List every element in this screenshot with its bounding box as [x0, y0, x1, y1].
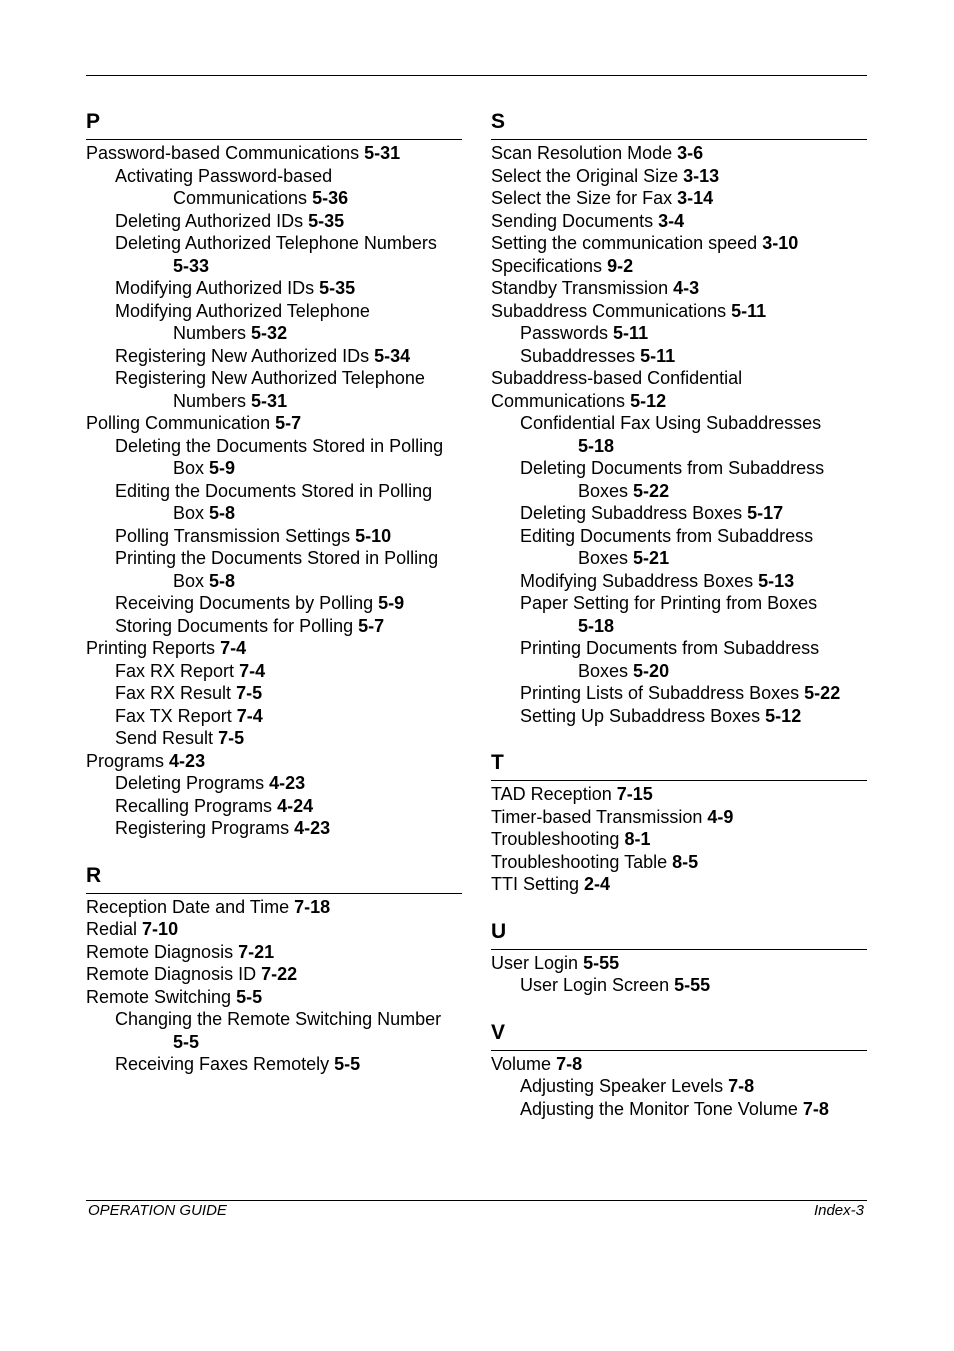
index-column-left [86, 108, 462, 1098]
entry-text: Printing Reports [86, 638, 216, 658]
entry-line [115, 345, 462, 368]
entry-line [86, 750, 462, 773]
index-subentry [491, 974, 867, 997]
index-subentry [86, 660, 462, 683]
index-subentry [86, 277, 462, 300]
page-reference: 7-18 [294, 896, 331, 917]
index-subentry [86, 705, 462, 728]
entry-line [115, 480, 462, 503]
page-reference: 7-5 [236, 683, 263, 703]
page-reference: 9-2 [607, 255, 634, 276]
entry-line [86, 986, 462, 1009]
entry-line [115, 660, 462, 683]
section-letter: R [86, 862, 462, 894]
entry-line [491, 851, 867, 874]
entry-line [115, 457, 462, 480]
index-subentry [491, 570, 867, 593]
page-reference: 5-22 [633, 480, 670, 501]
index-subentry [86, 345, 462, 368]
page-reference: 4-23 [294, 818, 331, 838]
entry-text: Printing Lists of Subaddress Boxes [520, 683, 800, 703]
entry-line [491, 187, 867, 210]
entry-text: Troubleshooting Table [491, 851, 668, 872]
entry-line [115, 615, 462, 638]
entry-line [115, 165, 462, 188]
entry-text: Box [173, 570, 205, 591]
index-section [491, 1019, 867, 1121]
entry-text: Reception Date and Time [86, 896, 290, 917]
entry-text: Redial [86, 919, 138, 939]
index-entry [491, 187, 867, 210]
index-entry [491, 952, 867, 975]
entry-text: Fax RX Report [115, 660, 235, 681]
index-entry [86, 986, 462, 1009]
page-reference: 5-10 [355, 525, 392, 546]
entry-line [115, 1008, 462, 1031]
entry-text: Deleting Subaddress Boxes [520, 503, 743, 523]
entry-text: Communications [173, 188, 308, 208]
page-reference: 5-11 [731, 300, 767, 321]
page-reference: 5-36 [312, 188, 349, 208]
entry-text: Confidential Fax Using Subaddresses [520, 413, 822, 433]
index-entry [491, 277, 867, 300]
index-subentry [86, 682, 462, 705]
entry-text: Storing Documents for Polling [115, 615, 354, 636]
index-subentry [86, 817, 462, 840]
index-entry [491, 783, 867, 806]
entry-line [115, 727, 462, 750]
page-reference: 5-5 [334, 1054, 361, 1074]
index-entry [491, 232, 867, 255]
page-reference: 3-13 [683, 165, 720, 186]
entry-text: Select the Original Size [491, 165, 679, 186]
page-reference: 3-6 [677, 143, 704, 163]
footer-document-title: OPERATION GUIDE [88, 1202, 227, 1219]
index-entry [491, 1053, 867, 1076]
index-entry [491, 165, 867, 188]
entry-line [520, 502, 867, 525]
entry-line [491, 142, 867, 165]
index-subentry [86, 727, 462, 750]
entry-text: Scan Resolution Mode [491, 143, 673, 163]
index-column-right [491, 108, 867, 1142]
entry-text: Troubleshooting [491, 829, 620, 849]
entry-line [115, 232, 462, 255]
index-subentry [86, 300, 462, 345]
entry-text: Boxes [578, 480, 629, 501]
index-entry [491, 851, 867, 874]
page-reference: 5-34 [374, 345, 411, 366]
entry-line [520, 570, 867, 593]
index-entry [86, 918, 462, 941]
entry-text: Modifying Subaddress Boxes [520, 570, 754, 591]
page-reference: 5-31 [364, 143, 401, 163]
entry-line [520, 322, 867, 345]
page-reference: 4-23 [269, 773, 306, 793]
entry-text: User Login Screen [520, 975, 670, 995]
entry-line [115, 772, 462, 795]
entry-line [86, 637, 462, 660]
entry-text: Remote Diagnosis [86, 941, 234, 962]
index-subentry [86, 232, 462, 277]
page-reference: 7-8 [556, 1053, 583, 1074]
page-reference: 5-7 [275, 413, 302, 433]
entry-text: Deleting the Documents Stored in Polling [115, 435, 444, 456]
entry-line [491, 390, 867, 413]
section-letter: P [86, 108, 462, 140]
entry-line [520, 1098, 867, 1121]
entry-line [115, 255, 462, 278]
entry-line [86, 918, 462, 941]
index-subentry [491, 682, 867, 705]
entry-line [115, 300, 462, 323]
entry-line [115, 210, 462, 233]
index-subentry [86, 1053, 462, 1076]
page-reference: 5-18 [578, 615, 615, 636]
entry-line [115, 547, 462, 570]
entry-text: Deleting Documents from Subaddress [520, 458, 825, 478]
page-reference: 3-4 [658, 210, 685, 231]
entry-text: Paper Setting for Printing from Boxes [520, 593, 818, 613]
entry-line [86, 941, 462, 964]
page-reference: 4-23 [169, 750, 206, 771]
entry-text: Editing the Documents Stored in Polling [115, 480, 433, 501]
page-reference: 7-5 [218, 728, 245, 748]
entry-text: Activating Password-based [115, 165, 333, 186]
entry-text: TTI Setting [491, 874, 580, 894]
entry-line [520, 345, 867, 368]
entry-text: Password-based Communications [86, 143, 360, 163]
footer-rule [86, 1200, 867, 1201]
page-reference: 5-11 [640, 345, 676, 366]
entry-text: Remote Switching [86, 986, 232, 1007]
entry-line [520, 682, 867, 705]
entry-line [491, 1053, 867, 1076]
entry-text: Volume [491, 1053, 552, 1074]
entry-text: Editing Documents from Subaddress [520, 525, 814, 546]
entry-line [491, 367, 867, 390]
index-section [491, 108, 867, 727]
index-entry [491, 255, 867, 278]
entry-text: Polling Communication [86, 413, 271, 433]
page-reference: 5-5 [173, 1031, 200, 1052]
index-subentry [86, 435, 462, 480]
index-entry [491, 806, 867, 829]
entry-text: Subaddress Communications [491, 300, 727, 321]
page-reference: 7-15 [616, 784, 653, 804]
entry-text: Numbers [173, 390, 247, 411]
entry-text: Passwords [520, 323, 609, 343]
page-reference: 5-35 [308, 210, 345, 231]
entry-line [520, 660, 867, 683]
entry-line [520, 592, 867, 615]
page-reference: 3-14 [677, 188, 714, 208]
entry-line [115, 592, 462, 615]
entry-line [86, 412, 462, 435]
entry-line [115, 817, 462, 840]
entry-text: Fax RX Result [115, 683, 232, 703]
page-reference: 5-5 [236, 986, 263, 1007]
entry-line [115, 1053, 462, 1076]
page-reference: 5-8 [209, 503, 236, 523]
page-reference: 7-4 [220, 638, 247, 658]
index-subentry [491, 1075, 867, 1098]
entry-text: Box [173, 458, 205, 478]
index-subentry [491, 345, 867, 368]
index-subentry [86, 480, 462, 525]
entry-text: Registering New Authorized IDs [115, 345, 370, 366]
page-reference: 5-21 [633, 548, 670, 568]
entry-text: Communications [491, 390, 626, 411]
entry-line [520, 974, 867, 997]
entry-text: Boxes [578, 548, 629, 568]
page-reference: 3-10 [762, 233, 799, 253]
section-letter: U [491, 918, 867, 950]
entry-line [520, 480, 867, 503]
entry-line [115, 322, 462, 345]
page-reference: 7-8 [728, 1076, 755, 1096]
entry-text: Subaddresses [520, 345, 636, 366]
entry-text: Printing Documents from Subaddress [520, 638, 820, 658]
entry-text: Registering Programs [115, 818, 290, 838]
entry-text: Select the Size for Fax [491, 188, 673, 208]
page-reference: 5-7 [358, 615, 385, 636]
entry-line [491, 255, 867, 278]
index-subentry [86, 165, 462, 210]
index-subentry [86, 547, 462, 592]
page-reference: 5-9 [209, 458, 236, 478]
entry-text: TAD Reception [491, 784, 612, 804]
index-subentry [86, 592, 462, 615]
index-subentry [491, 705, 867, 728]
section-letter: T [491, 749, 867, 781]
entry-line [520, 1075, 867, 1098]
entry-text: User Login [491, 952, 579, 973]
entry-text: Numbers [173, 323, 247, 343]
entry-line [491, 806, 867, 829]
index-section [491, 918, 867, 997]
entry-line [86, 142, 462, 165]
entry-text: Receiving Documents by Polling [115, 593, 374, 613]
index-entry [86, 963, 462, 986]
page-reference: 5-32 [251, 323, 288, 343]
entry-text: Programs [86, 750, 165, 771]
entry-text: Registering New Authorized Telephone [115, 368, 425, 388]
entry-line [491, 165, 867, 188]
page-reference: 8-5 [672, 851, 699, 872]
index-subentry [86, 367, 462, 412]
page-reference: 5-18 [578, 435, 615, 456]
entry-line [491, 210, 867, 233]
entry-text: Printing the Documents Stored in Polling [115, 548, 439, 568]
entry-line [86, 896, 462, 919]
index-entry [491, 367, 867, 412]
entry-text: Deleting Programs [115, 773, 265, 793]
section-letter: V [491, 1019, 867, 1051]
entry-line [491, 783, 867, 806]
index-subentry [491, 457, 867, 502]
entry-text: Sending Documents [491, 210, 654, 231]
page-reference: 4-9 [707, 806, 734, 827]
index-subentry [86, 795, 462, 818]
index-subentry [86, 615, 462, 638]
entry-line [491, 232, 867, 255]
index-entry [491, 300, 867, 323]
index-entry [86, 750, 462, 773]
entry-text: Recalling Programs [115, 795, 273, 816]
entry-line [115, 795, 462, 818]
entry-text: Modifying Authorized IDs [115, 278, 315, 298]
page-reference: 7-8 [802, 1098, 829, 1119]
entry-line [520, 525, 867, 548]
footer-page-number: Index-3 [813, 1202, 864, 1219]
entry-text: Receiving Faxes Remotely [115, 1054, 330, 1074]
entry-line [115, 187, 462, 210]
entry-text: Adjusting Speaker Levels [520, 1076, 724, 1096]
entry-line [491, 277, 867, 300]
page-reference: 5-22 [804, 683, 841, 703]
entry-line [115, 682, 462, 705]
index-entry [491, 142, 867, 165]
index-section [86, 108, 462, 840]
index-subentry [491, 502, 867, 525]
page-reference: 5-13 [758, 570, 795, 591]
index-section [491, 749, 867, 896]
entry-line [520, 547, 867, 570]
entry-line [115, 570, 462, 593]
entry-text: Box [173, 503, 205, 523]
page-reference: 5-11 [613, 323, 649, 343]
entry-line [115, 435, 462, 458]
entry-text: Standby Transmission [491, 278, 669, 298]
entry-text: Fax TX Report [115, 705, 232, 726]
entry-text: Remote Diagnosis ID [86, 964, 257, 984]
page-reference: 5-55 [674, 975, 711, 995]
entry-text: Polling Transmission Settings [115, 525, 351, 546]
entry-text: Timer-based Transmission [491, 806, 703, 827]
page-reference: 7-10 [142, 919, 179, 939]
index-subentry [86, 525, 462, 548]
entry-line [115, 1031, 462, 1054]
entry-line [520, 457, 867, 480]
entry-text: Deleting Authorized IDs [115, 210, 304, 231]
entry-line [115, 705, 462, 728]
page-reference: 5-55 [583, 952, 620, 973]
index-entry [86, 941, 462, 964]
page-reference: 5-17 [747, 503, 784, 523]
entry-text: Boxes [578, 660, 629, 681]
index-subentry [491, 525, 867, 570]
page-reference: 8-1 [624, 829, 651, 849]
entry-text: Specifications [491, 255, 603, 276]
index-subentry [86, 772, 462, 795]
index-subentry [491, 412, 867, 457]
page-reference: 5-33 [173, 255, 210, 276]
entry-line [86, 963, 462, 986]
page-reference: 5-12 [630, 390, 667, 411]
page-reference: 4-3 [673, 278, 700, 298]
entry-line [115, 277, 462, 300]
index-subentry [491, 637, 867, 682]
entry-line [491, 828, 867, 851]
page-reference: 7-4 [236, 705, 263, 726]
entry-text: Modifying Authorized Telephone [115, 300, 370, 321]
entry-line [491, 952, 867, 975]
index-entry [86, 896, 462, 919]
index-entry [491, 828, 867, 851]
page-reference: 5-8 [209, 570, 236, 591]
entry-text: Subaddress-based Confidential [491, 368, 743, 388]
page-reference: 5-35 [319, 278, 356, 298]
entry-line [115, 367, 462, 390]
entry-line [520, 705, 867, 728]
entry-line [115, 390, 462, 413]
index-subentry [86, 210, 462, 233]
entry-line [115, 502, 462, 525]
entry-line [520, 412, 867, 435]
index-entry [86, 412, 462, 435]
index-subentry [86, 1008, 462, 1053]
index-entry [491, 873, 867, 896]
page-reference: 5-12 [765, 705, 802, 726]
index-section [86, 862, 462, 1076]
entry-line [491, 873, 867, 896]
entry-line [115, 525, 462, 548]
entry-line [520, 435, 867, 458]
page-reference: 2-4 [584, 874, 611, 894]
index-entry [86, 637, 462, 660]
entry-line [491, 300, 867, 323]
index-subentry [491, 322, 867, 345]
page-reference: 5-31 [251, 390, 288, 411]
entry-text: Deleting Authorized Telephone Numbers [115, 233, 437, 253]
entry-line [520, 615, 867, 638]
index-entry [86, 142, 462, 165]
page-reference: 7-21 [238, 941, 275, 962]
page-reference: 5-9 [378, 593, 405, 613]
entry-text: Send Result [115, 728, 214, 748]
index-subentry [491, 592, 867, 637]
header-rule [86, 75, 867, 76]
page-reference: 5-20 [633, 660, 670, 681]
entry-text: Changing the Remote Switching Number [115, 1009, 442, 1029]
page-reference: 7-4 [239, 660, 266, 681]
entry-text: Setting Up Subaddress Boxes [520, 705, 761, 726]
entry-text: Setting the communication speed [491, 233, 758, 253]
section-letter: S [491, 108, 867, 140]
index-subentry [491, 1098, 867, 1121]
index-entry [491, 210, 867, 233]
page-reference: 4-24 [277, 795, 314, 816]
entry-text: Adjusting the Monitor Tone Volume [520, 1098, 798, 1119]
entry-line [520, 637, 867, 660]
page-reference: 7-22 [261, 964, 298, 984]
